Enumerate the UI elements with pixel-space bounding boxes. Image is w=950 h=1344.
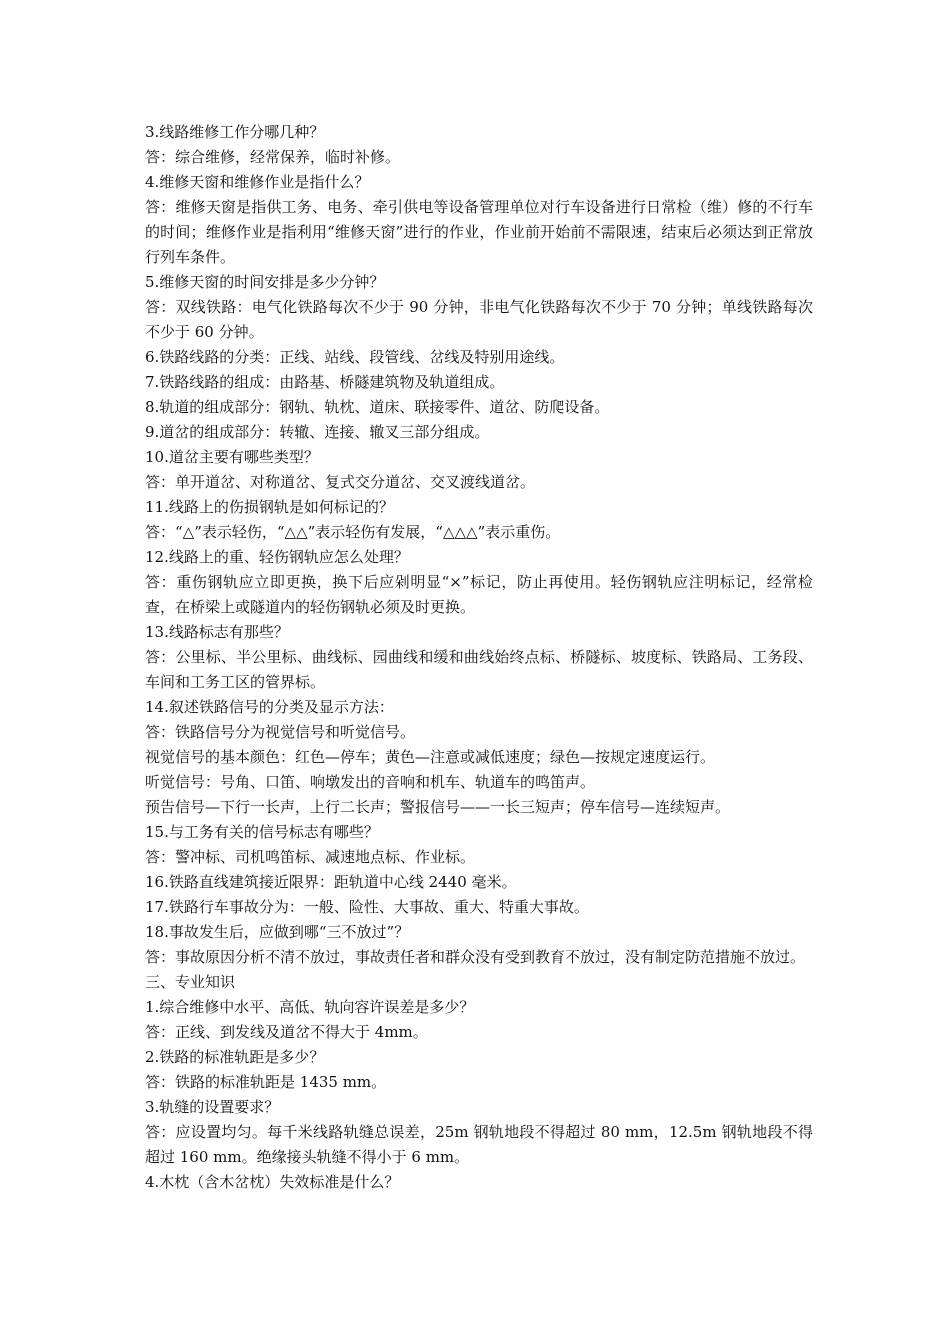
answer-3: 答：综合维修，经常保养，临时补修。 xyxy=(145,148,401,166)
question-14: 14.叙述铁路信号的分类及显示方法： xyxy=(145,698,394,716)
document-body xyxy=(145,120,813,1195)
warning-signal-text: 预告信号—下行一长声，上行二长声；警报信号——一长三短声；停车信号—连续短声。 xyxy=(145,798,731,816)
item-9: 9.道岔的组成部分：转辙、连接、辙叉三部分组成。 xyxy=(145,423,490,441)
section3-question-2: 2.铁路的标准轨距是多少？ xyxy=(145,1048,325,1066)
answer-12: 答：重伤钢轨应立即更换，换下后应剁明显“×”标记，防止再使用。轻伤钢轨应注明标记，经常检查，在桥梁上或隧道内的轻伤钢轨必须及时更换。 xyxy=(145,573,813,616)
answer-18: 答：事故原因分析不清不放过，事故责任者和群众没有受到教育不放过，没有制定防范措施不放过。 xyxy=(145,948,806,966)
item-17: 17.铁路行车事故分为：一般、险性、大事故、重大、特重大事故。 xyxy=(145,898,589,916)
section3-answer-2: 答：铁路的标准轨距是 1435 mm。 xyxy=(145,1073,387,1091)
question-3: 3.线路维修工作分哪几种？ xyxy=(145,123,325,141)
question-10: 10.道岔主要有哪些类型？ xyxy=(145,448,319,466)
question-5: 5.维修天窗的时间安排是多少分钟？ xyxy=(145,273,385,291)
visual-signal-text: 视觉信号的基本颜色：红色—停车；黄色—注意或减低速度；绿色—按规定速度运行。 xyxy=(145,748,716,766)
item-8: 8.轨道的组成部分：钢轨、轨枕、道床、联接零件、道岔、防爬设备。 xyxy=(145,398,610,416)
question-4: 4.维修天窗和维修作业是指什么？ xyxy=(145,173,370,191)
section3-answer-3: 答：应设置均匀。每千米线路轨缝总误差，25m 钢轨地段不得超过 80 mm，12.5m 钢轨地段不得超过 160 mm。绝缘接头轨缝不得小于 6 mm。 xyxy=(145,1123,813,1166)
question-11: 11.线路上的伤损钢轨是如何标记的？ xyxy=(145,498,394,516)
item-7: 7.铁路线路的组成：由路基、桥隧建筑物及轨道组成。 xyxy=(145,373,505,391)
answer-10: 答：单开道岔、对称道岔、复式交分道岔、交叉渡线道岔。 xyxy=(145,473,536,491)
question-18: 18.事故发生后，应做到哪“三不放过”？ xyxy=(145,923,410,941)
section3-question-4: 4.木枕（含木岔枕）失效标准是什么？ xyxy=(145,1173,400,1191)
section3-question-3: 3.轨缝的设置要求？ xyxy=(145,1098,280,1116)
answer-14: 答：铁路信号分为视觉信号和听觉信号。 xyxy=(145,723,416,741)
item-16: 16.铁路直线建筑接近限界：距轨道中心线 2440 毫米。 xyxy=(145,873,517,891)
question-13: 13.线路标志有那些？ xyxy=(145,623,289,641)
question-12: 12.线路上的重、轻伤钢轨应怎么处理？ xyxy=(145,548,409,566)
answer-4: 答：维修天窗是指供工务、电务、牵引供电等设备管理单位对行车设备进行日常检（维）修的不行车的时间；维修作业是指利用“维修天窗”进行的作业，作业前开始前不需限速，结束后必须达到正常放行列车条件。 xyxy=(145,198,813,266)
question-15: 15.与工务有关的信号标志有哪些？ xyxy=(145,823,379,841)
section3-answer-1: 答：正线、到发线及道岔不得大于 4mm。 xyxy=(145,1023,428,1041)
answer-15: 答：警冲标、司机鸣笛标、减速地点标、作业标。 xyxy=(145,848,476,866)
section-heading: 三、专业知识 xyxy=(145,973,236,991)
section3-question-1: 1.综合维修中水平、高低、轨向容许误差是多少？ xyxy=(145,998,475,1016)
answer-5: 答：双线铁路：电气化铁路每次不少于 90 分钟，非电气化铁路每次不少于 70 分钟；单线铁路每次不少于 60 分钟。 xyxy=(145,298,813,341)
item-6: 6.铁路线路的分类：正线、站线、段管线、岔线及特别用途线。 xyxy=(145,348,565,366)
answer-13: 答：公里标、半公里标、曲线标、园曲线和缓和曲线始终点标、桥隧标、坡度标、铁路局、工务段、车间和工务工区的管界标。 xyxy=(145,648,813,691)
audible-signal-text: 听觉信号：号角、口笛、响墩发出的音响和机车、轨道车的鸣笛声。 xyxy=(145,773,596,791)
answer-11: 答：“△”表示轻伤，“△△”表示轻伤有发展，“△△△”表示重伤。 xyxy=(145,523,561,541)
